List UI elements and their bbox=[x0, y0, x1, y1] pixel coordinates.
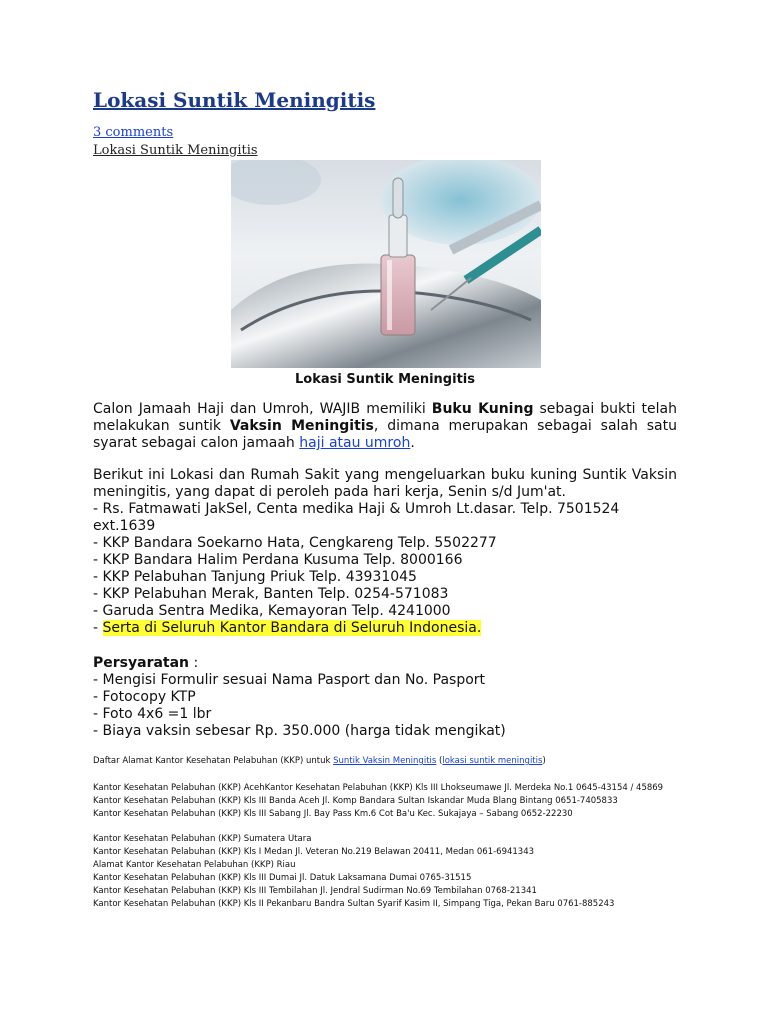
requirements-heading-bold: Persyaratan bbox=[93, 655, 190, 671]
buku-kuning-bold: Buku Kuning bbox=[431, 401, 534, 417]
address-line: Kantor Kesehatan Pelabuhan (KKP) Kls III Dumai Jl. Datuk Laksamana Dumai 0765-31515 bbox=[93, 873, 472, 883]
address-line: Kantor Kesehatan Pelabuhan (KKP) Kls III Sabang Jl. Bay Pass Km.6 Cot Ba'u Kec. Sukajaya – Sabang 0652-22230 bbox=[93, 809, 573, 819]
address-line: Kantor Kesehatan Pelabuhan (KKP) Kls II Pekanbaru Bandra Sultan Syarif Kasim II, Simpang Tiga, Pekan Baru 0761-885243 bbox=[93, 899, 615, 909]
address-intro-text: Daftar Alamat Kantor Kesehatan Pelabuhan (KKP) untuk bbox=[93, 756, 334, 766]
address-intro-paren-open: ( bbox=[436, 756, 443, 766]
requirements-list bbox=[93, 672, 506, 740]
requirements-heading bbox=[93, 655, 198, 672]
page-title[interactable]: Lokasi Suntik Meningitis bbox=[93, 88, 376, 112]
address-line: Kantor Kesehatan Pelabuhan (KKP) Kls III Banda Aceh Jl. Komp Bandara Sultan Iskandar Muda Blang Bintang 0651-7405833 bbox=[93, 796, 618, 806]
comments-link[interactable]: 3 comments bbox=[93, 125, 174, 140]
location-item: ext.1639 bbox=[93, 518, 156, 534]
intro-text-2: sebagai bukti telah melakukan suntik bbox=[93, 401, 677, 434]
address-line: Kantor Kesehatan Pelabuhan (KKP) Kls I Medan Jl. Veteran No.219 Belawan 20411, Medan 061-6941343 bbox=[93, 847, 535, 857]
location-item: - KKP Bandara Soekarno Hata, Cengkareng Telp. 5502277 bbox=[93, 535, 497, 551]
intro-text-1: Calon Jamaah Haji dan Umroh, WAJIB memiliki bbox=[93, 401, 432, 417]
address-line: Kantor Kesehatan Pelabuhan (KKP) Kls III Tembilahan Jl. Jendral Sudirman No.69 Tembilahan 0768-21341 bbox=[93, 886, 537, 896]
locations-intro-paragraph: Berikut ini Lokasi dan Rumah Sakit yang mengeluarkan buku kuning Suntik Vaksin meningitis, yang dapat di peroleh pada hari kerja, Senin s/d Jum'at. bbox=[93, 467, 677, 500]
lokasi-suntik-link[interactable]: lokasi suntik meningitis bbox=[442, 756, 543, 766]
requirement-item: - Mengisi Formulir sesuai Nama Pasport dan No. Pasport bbox=[93, 672, 486, 688]
requirement-item: - Foto 4x6 =1 lbr bbox=[93, 706, 212, 722]
requirement-item: - Biaya vaksin sebesar Rp. 350.000 (harga tidak mengikat) bbox=[93, 723, 506, 739]
location-item-highlighted bbox=[93, 620, 677, 637]
addresses-sumut-riau bbox=[93, 833, 693, 911]
address-intro-paren-close: ) bbox=[542, 756, 546, 766]
requirements-colon: : bbox=[189, 655, 199, 671]
location-item: - KKP Bandara Halim Perdana Kusuma Telp. 8000166 bbox=[93, 552, 463, 568]
location-item: - Rs. Fatmawati JakSel, Centa medika Haji & Umroh Lt.dasar. Telp. 7501524 bbox=[93, 501, 620, 517]
highlighted-text: Serta di Seluruh Kantor Bandara di Seluruh Indonesia. bbox=[102, 620, 482, 636]
post-subtitle-link[interactable]: Lokasi Suntik Meningitis bbox=[93, 143, 258, 158]
location-item: - KKP Pelabuhan Tanjung Priuk Telp. 43931045 bbox=[93, 569, 417, 585]
vaksin-meningitis-bold: Vaksin Meningitis bbox=[229, 418, 374, 434]
location-item: - KKP Pelabuhan Merak, Banten Telp. 0254-571083 bbox=[93, 586, 449, 602]
haji-umroh-link[interactable]: haji atau umroh bbox=[299, 435, 411, 451]
suntik-vaksin-link[interactable]: Suntik Vaksin Meningitis bbox=[333, 756, 437, 766]
addresses-aceh bbox=[93, 782, 693, 821]
intro-text-4: . bbox=[410, 435, 415, 451]
image-caption: Lokasi Suntik Meningitis bbox=[295, 372, 475, 387]
address-line: Kantor Kesehatan Pelabuhan (KKP) Sumatera Utara bbox=[93, 834, 312, 844]
locations-list bbox=[93, 501, 677, 637]
vaccine-vial-illustration bbox=[231, 160, 541, 368]
vaccine-vial-photo bbox=[231, 160, 541, 368]
address-line: Alamat Kantor Kesehatan Pelabuhan (KKP) Riau bbox=[93, 860, 296, 870]
location-dash: - bbox=[93, 620, 103, 636]
address-line: Kantor Kesehatan Pelabuhan (KKP) AcehKantor Kesehatan Pelabuhan (KKP) Kls III Lhokseumawe Jl. Merdeka No.1 0645-43154 / 45869 bbox=[93, 783, 664, 793]
intro-text-3: , dimana merupakan sebagai salah satu syarat sebagai calon jamaah bbox=[93, 418, 677, 451]
location-item: - Garuda Sentra Medika, Kemayoran Telp. 4241000 bbox=[93, 603, 451, 619]
intro-paragraph bbox=[93, 401, 677, 452]
requirement-item: - Fotocopy KTP bbox=[93, 689, 196, 705]
address-intro bbox=[93, 755, 693, 768]
